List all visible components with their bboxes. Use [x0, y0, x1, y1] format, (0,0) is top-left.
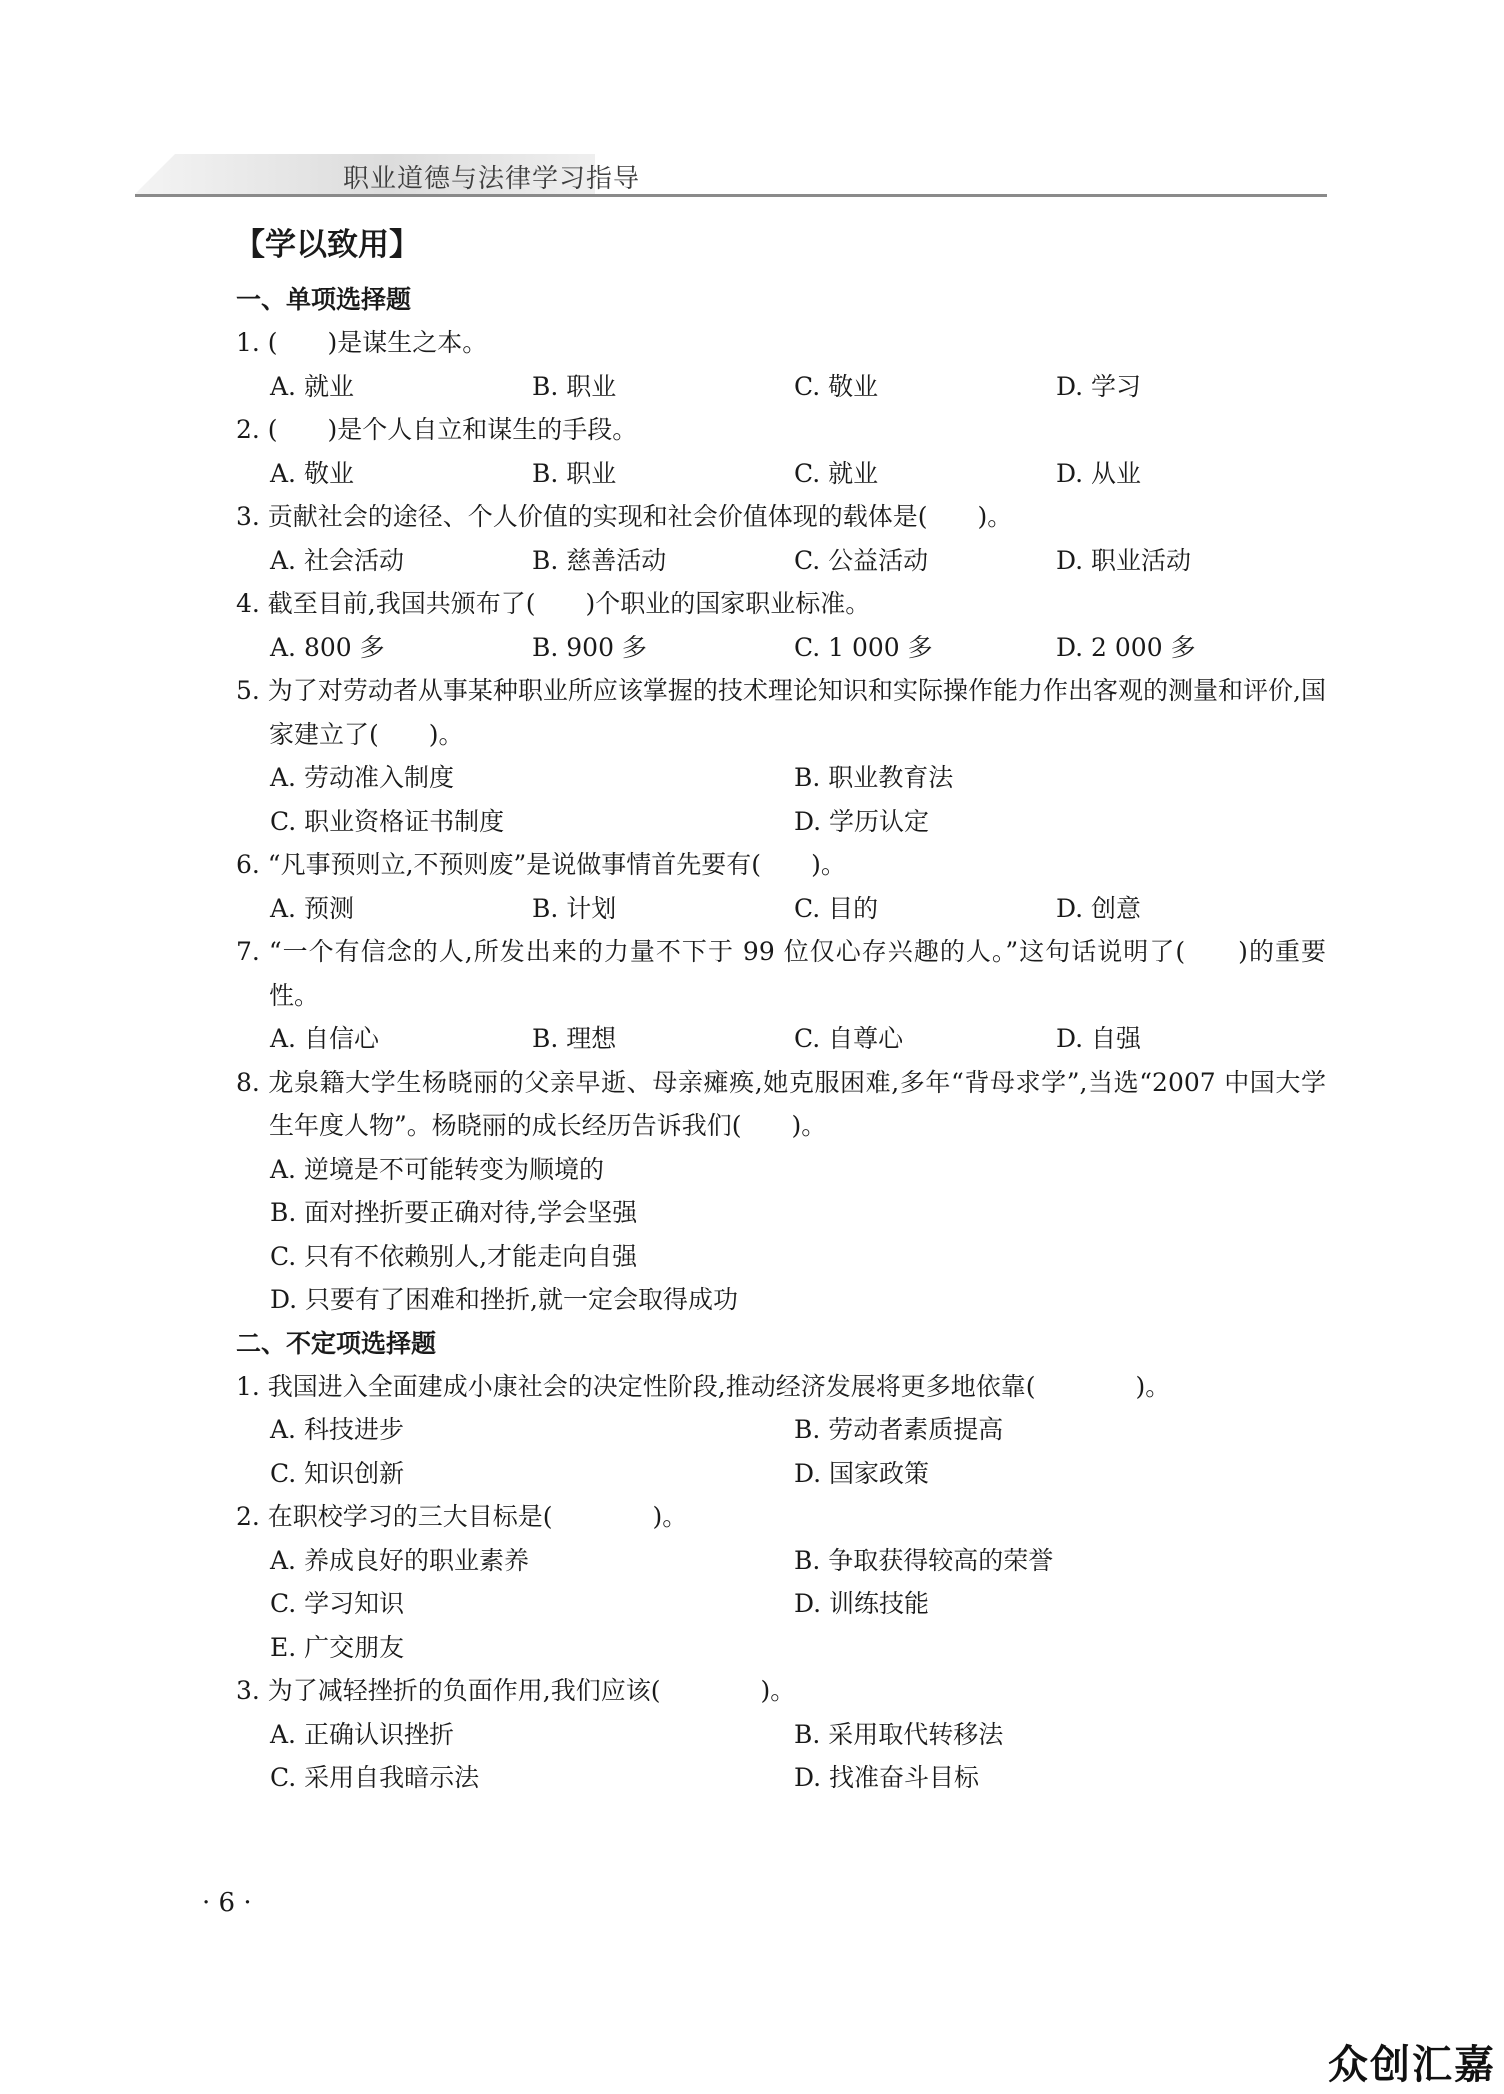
question — [236, 1669, 1326, 1800]
option-d: D. 训练技能 — [794, 1589, 930, 1618]
page-number: · 6 · — [202, 1888, 252, 1918]
options — [236, 1539, 1326, 1670]
option-d: D. 从业 — [1056, 458, 1142, 488]
option-d: D. 找准奋斗目标 — [794, 1763, 980, 1792]
option-a: A. 敬业 — [270, 458, 354, 488]
part2-heading: 二、不定项选择题 — [236, 1328, 437, 1358]
option-c: C. 敬业 — [794, 371, 879, 401]
question — [236, 582, 1326, 669]
option-d: D. 创意 — [1056, 893, 1142, 923]
question-stem: 7. “一个有信念的人,所发出来的力量不下于 99 位仅心存兴趣的人。”这句话说明了( )的重要性。 — [236, 937, 1326, 1010]
option-b: B. 争取获得较高的荣誉 — [794, 1545, 1054, 1575]
option-b: B. 职业 — [532, 458, 617, 488]
header-title: 职业道德与法律学习指导 — [343, 164, 641, 194]
option-a: A. 养成良好的职业素养 — [270, 1545, 529, 1575]
option-c: C. 公益活动 — [794, 545, 929, 575]
option-b: B. 计划 — [532, 893, 617, 923]
option-a: A. 劳动准入制度 — [270, 763, 454, 792]
question-stem: 2. ( )是个人自立和谋生的手段。 — [236, 415, 638, 444]
options — [236, 1713, 1326, 1800]
option-b: B. 采用取代转移法 — [794, 1719, 1004, 1749]
options — [236, 1408, 1326, 1495]
question — [236, 843, 1326, 930]
option-c: C. 1 000 多 — [794, 632, 933, 662]
option-c: C. 学习知识 — [270, 1589, 405, 1618]
options — [236, 887, 1326, 931]
option-a: A. 就业 — [270, 371, 354, 401]
question-stem: 2. 在职校学习的三大目标是( )。 — [236, 1502, 688, 1531]
question — [236, 1061, 1326, 1322]
options — [236, 626, 1326, 670]
option-c: C. 知识创新 — [270, 1458, 405, 1488]
option-c: C. 就业 — [794, 458, 879, 488]
option-b: B. 理想 — [532, 1024, 617, 1053]
question — [236, 495, 1326, 582]
options — [236, 539, 1326, 583]
option-c: C. 只有不依赖别人,才能走向自强 — [270, 1241, 638, 1271]
part1-heading: 一、单项选择题 — [236, 285, 412, 314]
options — [236, 1148, 1326, 1322]
section-title: 【学以致用】 — [234, 227, 420, 263]
option-b: B. 劳动者素质提高 — [794, 1415, 1004, 1444]
option-b: B. 慈善活动 — [532, 545, 667, 575]
option-b: B. 职业教育法 — [794, 763, 954, 792]
question-stem: 3. 为了减轻挫折的负面作用,我们应该( )。 — [236, 1676, 796, 1705]
question-stem: 6. “凡事预则立,不预则废”是说做事情首先要有( )。 — [236, 850, 846, 879]
question — [236, 930, 1326, 1061]
option-a: A. 正确认识挫折 — [270, 1719, 454, 1749]
options — [236, 756, 1326, 843]
watermark-logo: 众创汇嘉 — [1328, 2042, 1496, 2088]
options — [236, 1017, 1326, 1061]
question-stem: 3. 贡献社会的途径、个人价值的实现和社会价值体现的载体是( )。 — [236, 502, 1013, 531]
question — [236, 408, 1326, 495]
option-c: C. 职业资格证书制度 — [270, 806, 505, 836]
option-e: E. 广交朋友 — [270, 1632, 405, 1662]
question-stem: 1. 我国进入全面建成小康社会的决定性阶段,推动经济发展将更多地依靠( )。 — [236, 1371, 1171, 1401]
question — [236, 669, 1326, 843]
option-a: A. 自信心 — [270, 1024, 379, 1053]
header-rule — [135, 194, 1327, 197]
question-stem: 4. 截至目前,我国共颁布了( )个职业的国家职业标准。 — [236, 589, 871, 618]
option-d: D. 职业活动 — [1056, 545, 1192, 575]
question-stem: 8. 龙泉籍大学生杨晓丽的父亲早逝、母亲瘫痪,她克服困难,多年“背母求学”,当选“2007 中国大学生年度人物”。杨晓丽的成长经历告诉我们( )。 — [236, 1067, 1326, 1140]
option-b: B. 职业 — [532, 371, 617, 401]
option-d: D. 国家政策 — [794, 1458, 930, 1488]
question-stem: 1. ( )是谋生之本。 — [236, 328, 488, 357]
option-d: D. 2 000 多 — [1056, 632, 1196, 662]
running-header — [135, 150, 1327, 196]
options — [236, 365, 1326, 409]
page-content — [236, 218, 1326, 1800]
question — [236, 321, 1326, 408]
options — [236, 452, 1326, 496]
option-a: A. 预测 — [270, 893, 354, 923]
option-c: C. 自尊心 — [794, 1024, 904, 1053]
option-d: D. 只要有了困难和挫折,就一定会取得成功 — [270, 1285, 738, 1314]
option-d: D. 学历认定 — [794, 806, 930, 836]
option-a: A. 社会活动 — [270, 545, 404, 575]
option-a: A. 800 多 — [270, 632, 385, 662]
option-d: D. 学习 — [1056, 371, 1142, 401]
question — [236, 1495, 1326, 1669]
question — [236, 1365, 1326, 1496]
option-a: A. 逆境是不可能转变为顺境的 — [270, 1154, 604, 1184]
option-b: B. 面对挫折要正确对待,学会坚强 — [270, 1198, 638, 1227]
question-stem: 5. 为了对劳动者从事某种职业所应该掌握的技术理论知识和实际操作能力作出客观的测量和评价,国家建立了( )。 — [236, 676, 1326, 749]
option-b: B. 900 多 — [532, 632, 647, 662]
option-c: C. 目的 — [794, 893, 879, 923]
option-d: D. 自强 — [1056, 1024, 1142, 1053]
option-a: A. 科技进步 — [270, 1415, 404, 1444]
option-c: C. 采用自我暗示法 — [270, 1763, 480, 1792]
